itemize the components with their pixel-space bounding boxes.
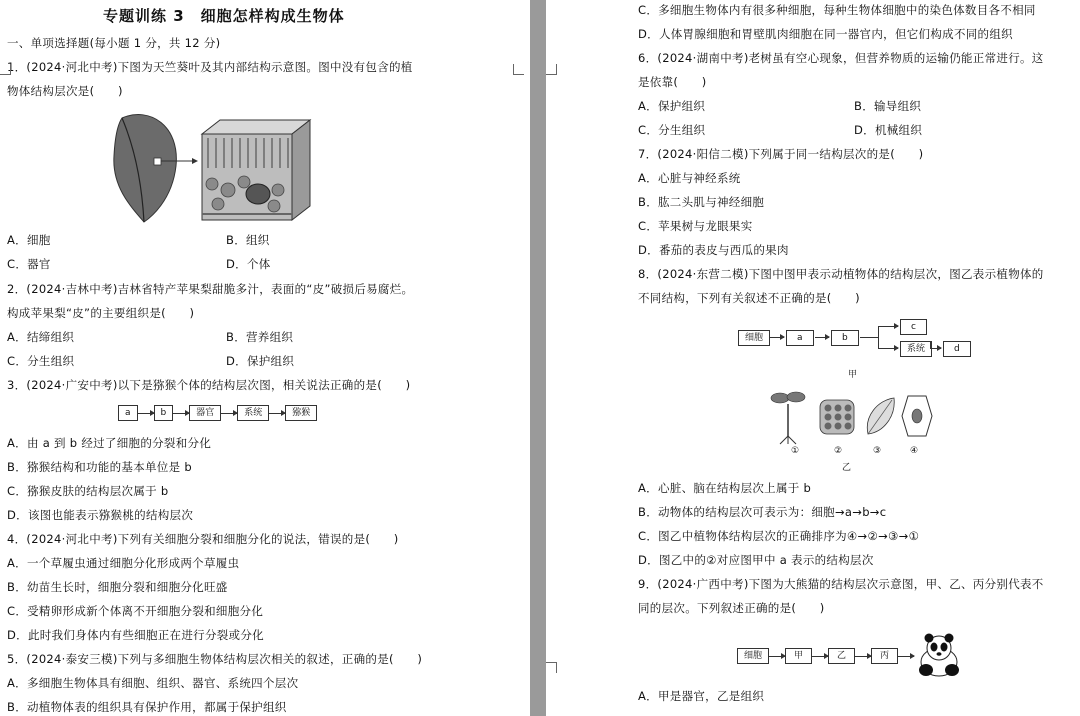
q4-option-a[interactable]: A．一个草履虫通过细胞分化形成两个草履虫 [7,556,240,570]
q4-option-d[interactable]: D．此时我们身体内有些细胞正在进行分裂或分化 [7,628,264,642]
q6-option-a[interactable]: A．保护组织 [638,99,706,113]
question-3-line-1: 3．(2024·广安中考)以下是猕猴个体的结构层次图，相关说法正确的是( ) [7,378,411,392]
leaf-structure-figure [110,106,330,226]
q8-arrow [931,348,941,349]
q3-option-c[interactable]: C．猕猴皮肤的结构层次属于 b [7,484,169,498]
chain-arrow [812,656,828,657]
document-title: 专题训练 3 细胞怎样构成生物体 [103,7,345,25]
page-corner-mark [546,64,557,75]
question-2-line-2: 构成苹果梨“皮”的主要组织是( ) [7,306,195,320]
left-page [0,0,530,716]
q8-option-c[interactable]: C．图乙中植物体结构层次的正确排序为④→②→③→① [638,529,920,543]
q5-option-c[interactable]: C．多细胞生物体内有很多种细胞，每种生物体细胞中的染色体数目各不相同 [638,3,1036,17]
q8-label-3: ③ [873,446,882,456]
chain-arrow [898,656,914,657]
q1-option-c[interactable]: C．器官 [7,257,51,271]
leaf-organ-icon [867,398,894,434]
q8-box-a: a [786,330,814,346]
tissue-block-side [292,120,310,220]
q8-option-b[interactable]: B．动物体的结构层次可表示为：细胞→a→b→c [638,505,887,519]
q8-option-a[interactable]: A．心脏、脑在结构层次上属于 b [638,481,812,495]
q6-option-d[interactable]: D．机械组织 [854,123,923,137]
chain-box-organ: 器官 [189,405,221,421]
q7-option-c[interactable]: C．苹果树与龙眼果实 [638,219,753,233]
question-7-line-1: 7．(2024·阳信二模)下列属于同一结构层次的是( ) [638,147,924,161]
q8-option-d[interactable]: D．图乙中的②对应图甲中 a 表示的结构层次 [638,553,874,567]
q7-option-d[interactable]: D．番茄的表皮与西瓜的果肉 [638,243,789,257]
q7-option-b[interactable]: B．肱二头肌与神经细胞 [638,195,765,209]
panda-icon [916,632,962,678]
q8-arrow [815,337,829,338]
q6-option-c[interactable]: C．分生组织 [638,123,706,137]
q1-option-b[interactable]: B．组织 [226,233,270,247]
leaf-sample-square [154,158,161,165]
q8-box-cell: 细胞 [738,330,770,346]
leaf-shape [114,115,177,222]
question-1-line-1: 1．(2024·河北中考)下图为天竺葵叶及其内部结构示意图。图中没有包含的植 [7,60,413,74]
vein-bundle [246,184,270,204]
q1-option-d[interactable]: D．个体 [226,257,271,271]
q8-label-yi: 乙 [842,463,852,473]
q8-label-4: ④ [910,446,919,456]
q3-option-d[interactable]: D．该图也能表示猕猴桃的结构层次 [7,508,194,522]
right-page [546,0,1080,716]
q3-option-b[interactable]: B．猕猴结构和功能的基本单位是 b [7,460,192,474]
tissue-block-top [202,120,310,134]
q9-box-yi: 乙 [828,648,855,664]
q2-option-a[interactable]: A．结缔组织 [7,330,75,344]
page-corner-mark [546,662,557,673]
question-2-line-1: 2．(2024·吉林中考)吉林省特产苹果梨甜脆多汁，表面的“皮”破损后易腐烂。 [7,282,414,296]
q8-label-jia: 甲 [848,370,858,380]
chain-arrow [173,413,189,414]
question-8-line-1: 8．(2024·东营二模)下图中图甲表示动植物体的结构层次，图乙表示植物体的 [638,267,1044,281]
q8-arrow [878,348,898,349]
q8-plant-structures-figure [768,386,938,446]
question-6-line-2: 是依靠( ) [638,75,707,89]
q2-option-d[interactable]: D．保护组织 [226,354,295,368]
section-heading: 一、单项选择题(每小题 1 分，共 12 分) [7,36,221,50]
q6-option-b[interactable]: B．输导组织 [854,99,922,113]
question-5-line-1: 5．(2024·泰安三模)下列与多细胞生物体结构层次相关的叙述，正确的是( ) [7,652,423,666]
chain-arrow [221,413,237,414]
q8-box-system: 系统 [900,341,932,357]
question-9-line-2: 同的层次。下列叙述正确的是( ) [638,601,825,615]
q3-hierarchy-chain [118,405,317,421]
q8-arrow [770,337,784,338]
q7-option-a[interactable]: A．心脏与神经系统 [638,171,741,185]
q4-option-b[interactable]: B．幼苗生长时，细胞分裂和细胞分化旺盛 [7,580,228,594]
q5-option-a[interactable]: A．多细胞生物体具有细胞、组织、器官、系统四个层次 [7,676,299,690]
q8-arrow [878,326,898,327]
chain-box-b: b [154,405,174,421]
q5-option-d[interactable]: D．人体胃腺细胞和胃壁肌肉细胞在同一器官内，但它们构成不同的组织 [638,27,1013,41]
chain-arrow [769,656,785,657]
chain-box-macaque: 猕猴 [285,405,317,421]
q8-branch-vertical [878,326,879,349]
q8-branch-line [860,337,878,338]
q9-box-bing: 丙 [871,648,898,664]
question-9-line-1: 9．(2024·广西中考)下图为大熊猫的结构层次示意图，甲、乙、丙分别代表不 [638,577,1044,591]
q9-box-jia: 甲 [785,648,812,664]
q2-option-c[interactable]: C．分生组织 [7,354,75,368]
chain-box-system: 系统 [237,405,269,421]
q8-box-b: b [831,330,859,346]
chain-arrow [855,656,871,657]
page-corner-mark [513,64,524,75]
page-corner-mark [0,64,11,75]
chain-arrow [269,413,285,414]
q8-label-2: ② [834,446,843,456]
q3-option-a[interactable]: A．由 a 到 b 经过了细胞的分裂和分化 [7,436,212,450]
q5-option-b[interactable]: B．动植物体表的组织具有保护作用，都属于保护组织 [7,700,287,714]
q9-box-cell: 细胞 [737,648,769,664]
question-6-line-1: 6．(2024·湖南中考)老树虽有空心现象，但营养物质的运输仍能正常进行。这 [638,51,1044,65]
q1-option-a[interactable]: A．细胞 [7,233,51,247]
q9-option-a[interactable]: A．甲是器官，乙是组织 [638,689,765,703]
question-1-line-2: 物体结构层次是( ) [7,84,123,98]
chain-arrow [138,413,154,414]
q8-label-1: ① [791,446,800,456]
whole-plant-icon [771,392,805,444]
chain-box-a: a [118,405,138,421]
q9-hierarchy-chain [737,648,914,664]
q2-option-b[interactable]: B．营养组织 [226,330,294,344]
figure-arrow-head [192,158,198,164]
question-8-line-2: 不同结构，下列有关叙述不正确的是( ) [638,291,860,305]
question-4-line-1: 4．(2024·河北中考)下列有关细胞分裂和细胞分化的说法，错误的是( ) [7,532,399,546]
q4-option-c[interactable]: C．受精卵形成新个体离不开细胞分裂和细胞分化 [7,604,264,618]
tissue-cells-icon [820,400,854,434]
single-cell-icon [902,396,932,436]
q8-box-c: c [900,319,927,335]
q8-box-d: d [943,341,971,357]
